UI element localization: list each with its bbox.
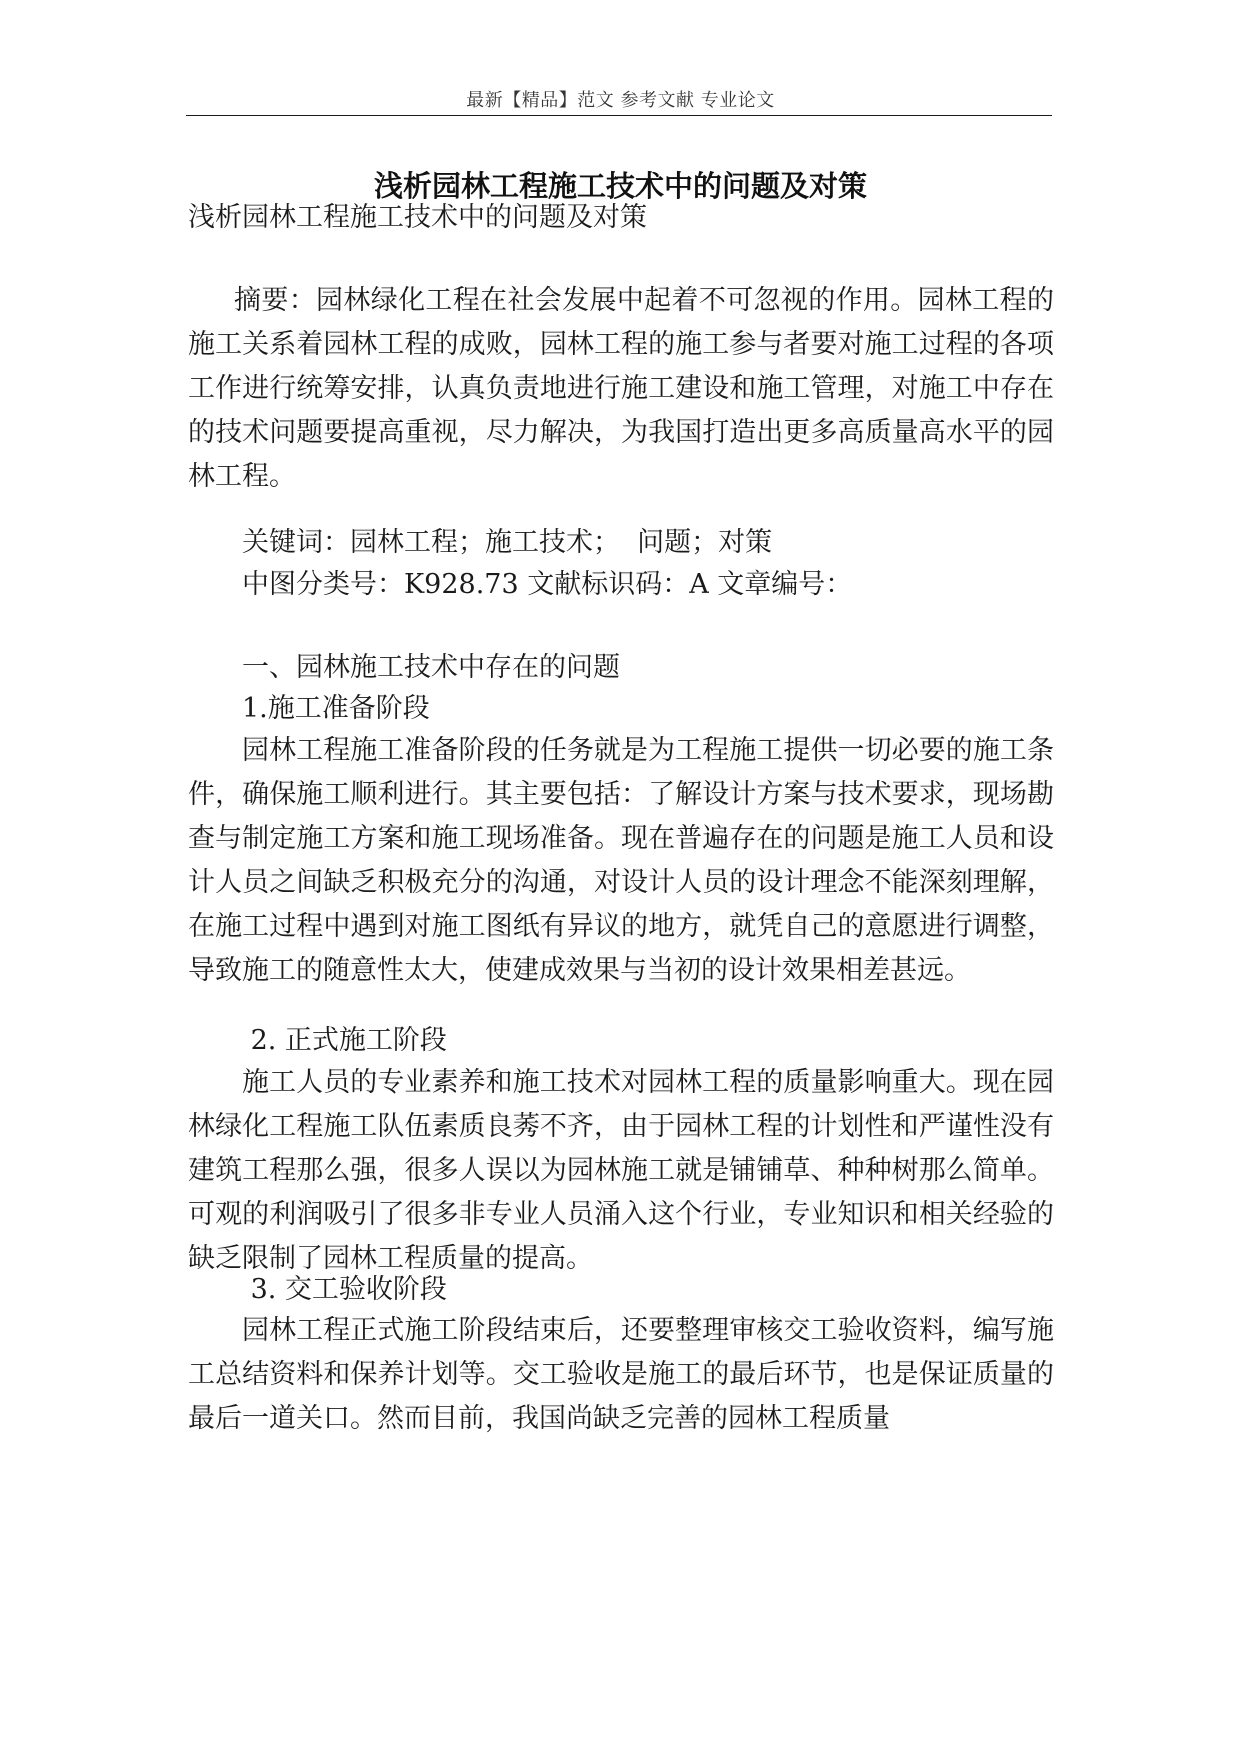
document-subtitle: 浅析园林工程施工技术中的问题及对策 <box>188 202 647 233</box>
subsection-heading-3: 3. 交工验收阶段 <box>242 1274 447 1305</box>
subsection-paragraph-3: 园林工程正式施工阶段结束后，还要整理审核交工验收资料，编写施工总结资料和保养计划等。交工验收是施工的最后环节，也是保证质量的最后一道关口。然而目前，我国尚缺乏完善的园林工程质量 <box>188 1315 1054 1434</box>
subsection-paragraph-1: 园林工程施工准备阶段的任务就是为工程施工提供一切必要的施工条件，确保施工顺利进行。其主要包括：了解设计方案与技术要求，现场勘查与制定施工方案和施工现场准备。现在普遍存在的问题是施工人员和设计人员之间缺乏积极充分的沟通，对设计人员的设计理念不能深刻理解，在施工过程中遇到对施工图纸有异议的地方，就凭自己的意愿进行调整，导致施工的随意性太大，使建成效果与当初的设计效果相差甚远。 <box>188 735 1054 986</box>
header-divider <box>186 115 1052 116</box>
subsection-heading-1: 1.施工准备阶段 <box>242 693 430 724</box>
document-title: 浅析园林工程施工技术中的问题及对策 <box>373 169 867 203</box>
subsection-paragraph-2: 施工人员的专业素养和施工技术对园林工程的质量影响重大。现在园林绿化工程施工队伍素质良莠不齐，由于园林工程的计划性和严谨性没有建筑工程那么强，很多人误以为园林施工就是铺铺草、种种树那么简单。可观的利润吸引了很多非专业人员涌入这个行业，专业知识和相关经验的缺乏限制了园林工程质量的提高。 <box>188 1067 1054 1274</box>
section-heading: 一、园林施工技术中存在的问题 <box>242 652 620 683</box>
keywords-line: 关键词：园林工程；施工技术； 问题；对策 <box>242 527 773 558</box>
classification-line: 中图分类号：K928.73 文献标识码：A 文章编号： <box>242 569 853 600</box>
subsection-heading-2: 2. 正式施工阶段 <box>242 1025 447 1056</box>
abstract-paragraph: 摘要：园林绿化工程在社会发展中起着不可忽视的作用。园林工程的施工关系着园林工程的成败，园林工程的施工参与者要对施工过程的各项工作进行统筹安排，认真负责地进行施工建设和施工管理，对施工中存在的技术问题要提高重视，尽力解决，为我国打造出更多高质量高水平的园林工程。 <box>188 285 1054 492</box>
page-header: 最新【精品】范文 参考文献 专业论文 <box>466 90 775 111</box>
